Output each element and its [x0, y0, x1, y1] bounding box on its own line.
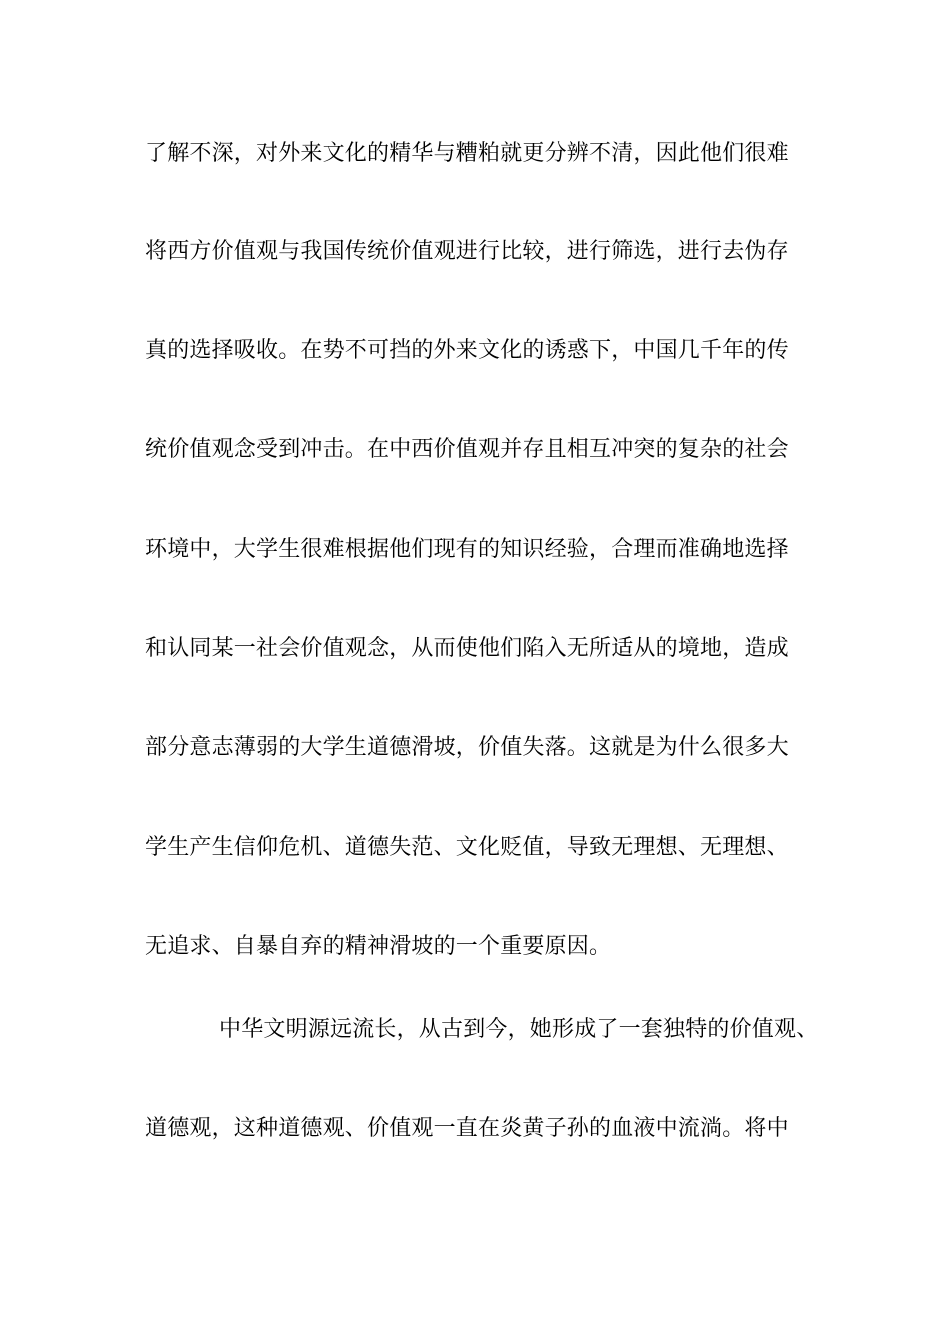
text-line: 了解不深，对外来文化的精华与糟粕就更分辨不清，因此他们很难	[145, 141, 789, 166]
text-line: 真的选择吸收。在势不可挡的外来文化的诱惑下，中国几千年的传	[145, 338, 789, 363]
text-line: 部分意志薄弱的大学生道德滑坡，价值失落。这就是为什么很多大	[145, 735, 789, 760]
text-line: 和认同某一社会价值观念，从而使他们陷入无所适从的境地，造成	[145, 636, 789, 661]
paragraph-first-line: 中华文明源远流长，从古到今，她形成了一套独特的价值观、	[219, 1017, 819, 1042]
text-line: 道德观，这种道德观、价值观一直在炎黄子孙的血液中流淌。将中	[145, 1116, 789, 1141]
text-line: 统价值观念受到冲击。在中西价值观并存且相互冲突的复杂的社会	[145, 437, 789, 462]
text-line: 无追求、自暴自弃的精神滑坡的一个重要原因。	[145, 934, 612, 959]
text-line: 将西方价值观与我国传统价值观进行比较，进行筛选，进行去伪存	[145, 239, 789, 264]
text-line: 环境中，大学生很难根据他们现有的知识经验，合理而准确地选择	[145, 537, 789, 562]
text-line: 学生产生信仰危机、道德失范、文化贬值，导致无理想、无理想、	[145, 835, 789, 860]
